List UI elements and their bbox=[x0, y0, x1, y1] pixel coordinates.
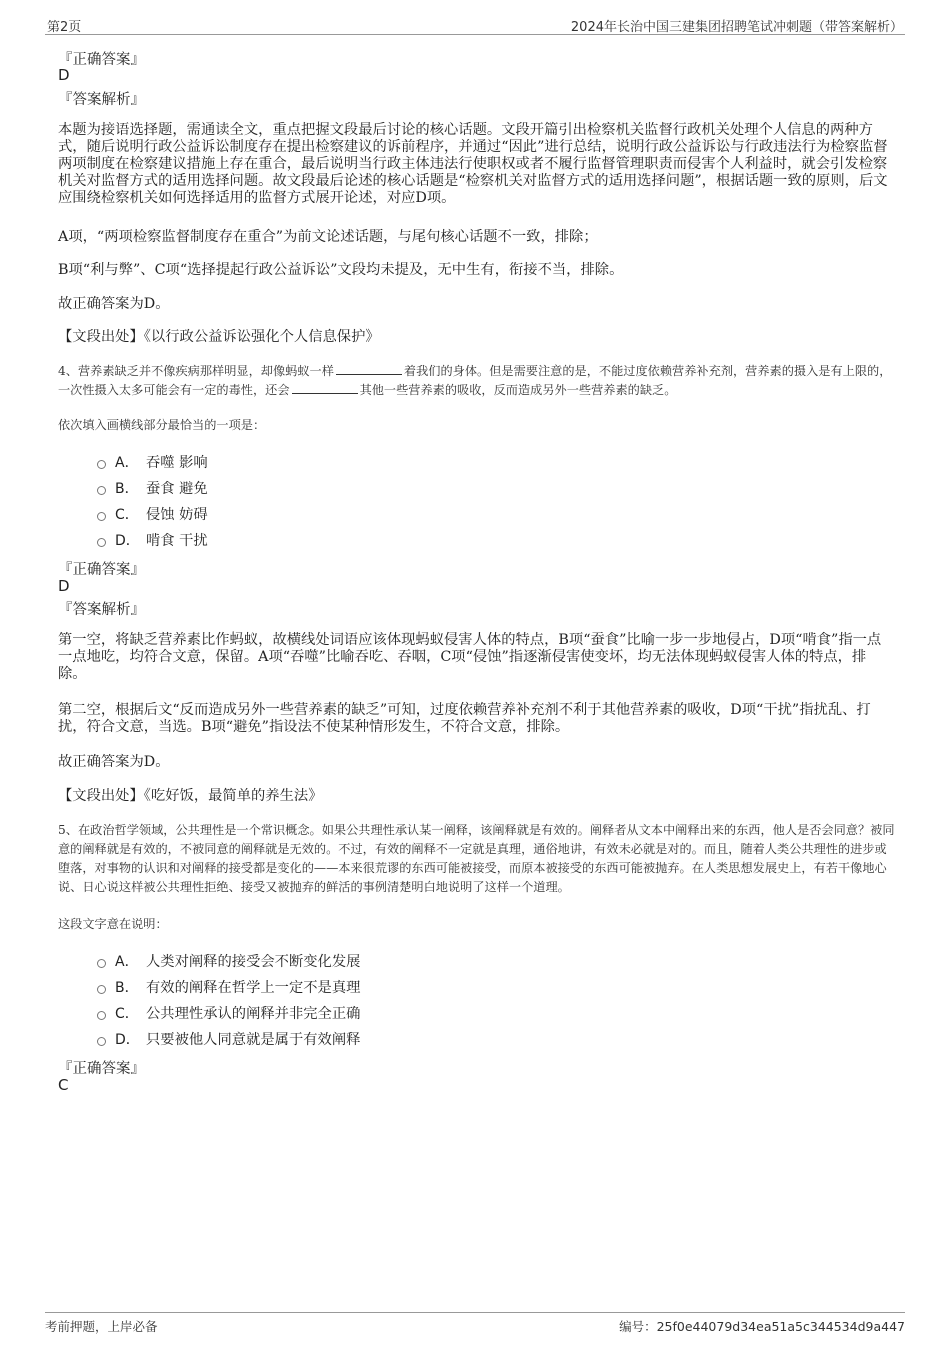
radio-icon[interactable] bbox=[97, 538, 106, 547]
document-code: 编号：25f0e44079d34ea51a5c344534d9a447 bbox=[619, 1319, 905, 1334]
analysis-paragraph: B项“利与弊”、C项“选择提起行政公益诉讼”文段均未提及，无中生有，衔接不当，排除。 bbox=[58, 262, 624, 278]
correct-answer-label: 『正确答案』 bbox=[58, 52, 145, 68]
analysis-conclusion: 故正确答案为D。 bbox=[58, 296, 170, 312]
option-a[interactable]: A． 人类对阐释的接受会不断变化发展 bbox=[97, 951, 360, 971]
option-b[interactable]: B． 蚕食 避免 bbox=[97, 478, 208, 498]
question-prompt: 依次填入画横线部分最恰当的一项是： bbox=[58, 418, 266, 432]
analysis-paragraph: A项，“两项检察监督制度存在重合”为前文论述话题，与尾句核心话题不一致，排除； bbox=[58, 229, 598, 245]
source-citation: 【文段出处】《以行政公益诉讼强化个人信息保护》 bbox=[58, 329, 380, 345]
radio-icon[interactable] bbox=[97, 1037, 106, 1046]
analysis-conclusion: 故正确答案为D。 bbox=[58, 754, 170, 770]
radio-icon[interactable] bbox=[97, 985, 106, 994]
correct-answer: C bbox=[58, 1076, 69, 1094]
correct-answer: D bbox=[58, 577, 70, 595]
correct-answer: D bbox=[58, 66, 70, 84]
footer-slogan: 考前押题，上岸必备 bbox=[45, 1319, 158, 1334]
option-a[interactable]: A． 吞噬 影响 bbox=[97, 452, 208, 472]
page-header bbox=[45, 14, 905, 35]
page-number: 第2页 bbox=[47, 20, 82, 35]
correct-answer-label: 『正确答案』 bbox=[58, 1061, 145, 1077]
radio-icon[interactable] bbox=[97, 1011, 106, 1020]
radio-icon[interactable] bbox=[97, 460, 106, 469]
fill-blank bbox=[336, 362, 402, 375]
correct-answer-label: 『正确答案』 bbox=[58, 562, 145, 578]
source-citation: 【文段出处】《吃好饭，最简单的养生法》 bbox=[58, 788, 323, 804]
analysis-paragraph: 本题为接语选择题，需通读全文，重点把握文段最后讨论的核心话题。文段开篇引出检察机关监督行政机关处理个人信息的两种方式，随后说明行政公益诉讼制度存在提出检察建议的诉前程序，并通过“因此”进行总结，说明行政公益诉讼与行政违法行为检察监督两项制度在检察建议措施上存在重合，最后说明当行政主体违法行使职权或者不履行监督管理职责而侵害个人利益时，就会引发检察机关对监督方式的适用选择问题。故文段最后论述的核心话题是“检察机关对监督方式的适用选择问题”，根据话题一致的原则，后文应围绕检察机关如何选择适用的监督方式展开论述，对应D项。 bbox=[58, 122, 888, 206]
analysis-paragraph: 第二空，根据后文“反而造成另外一些营养素的缺乏”可知，过度依赖营养补充剂不利于其他营养素的吸收，D项“干扰”指扰乱、打扰，符合文意，当选。B项“避免”指设法不使某种情形发生，不符合文意，排除。 bbox=[58, 702, 871, 735]
fill-blank bbox=[292, 381, 358, 394]
analysis-paragraph: 第一空，将缺乏营养素比作蚂蚁，故横线处词语应该体现蚂蚁侵害人体的特点，B项“蚕食”比喻一步一步地侵占，D项“啃食”指一点一点地吃，均符合文意，保留。A项“吞噬”比喻吞吃、吞咽，C项“侵蚀”指逐渐侵害使变坏，均无法体现蚂蚁侵害人体的特点，排除。 bbox=[58, 632, 882, 682]
question-prompt: 这段文字意在说明： bbox=[58, 917, 168, 931]
analysis-label: 『答案解析』 bbox=[58, 92, 145, 108]
radio-icon[interactable] bbox=[97, 512, 106, 521]
option-d[interactable]: D． 只要被他人同意就是属于有效阐释 bbox=[97, 1029, 360, 1049]
option-c[interactable]: C． 公共理性承认的阐释并非完全正确 bbox=[97, 1003, 360, 1023]
radio-icon[interactable] bbox=[97, 959, 106, 968]
analysis-label: 『答案解析』 bbox=[58, 602, 145, 618]
option-c[interactable]: C． 侵蚀 妨碍 bbox=[97, 504, 208, 524]
question-stem: 5、在政治哲学领域，公共理性是一个常识概念。如果公共理性承认某一阐释，该阐释就是有效的。阐释者从文本中阐释出来的东西，他人是否会同意？被同意的阐释就是有效的，不被同意的阐释就是无效的。不过，有效的阐释不一定就是真理，通俗地讲，有效未必就是对的。而且，随着人类公共理性的进步或堕落，对事物的认识和对阐释的接受都是变化的——本来很荒谬的东西可能被接受，而原本被接受的东西可能被抛弃。在人类思想发展史上，有若干像地心说、日心说这样被公共理性拒绝、接受又被抛弃的鲜活的事例清楚明白地说明了这样一个道理。 bbox=[58, 823, 895, 894]
page-footer bbox=[45, 1312, 905, 1337]
option-b[interactable]: B． 有效的阐释在哲学上一定不是真理 bbox=[97, 977, 360, 997]
radio-icon[interactable] bbox=[97, 486, 106, 495]
document-title: 2024年长治中国三建集团招聘笔试冲刺题（带答案解析） bbox=[570, 20, 903, 35]
option-d[interactable]: D． 啃食 干扰 bbox=[97, 530, 208, 550]
question-stem: 4、营养素缺乏并不像疾病那样明显，却像蚂蚁一样 着我们的身体。但是需要注意的是，不能过度依赖营养补充剂，营养素的摄入是有上限的，一次性摄入太多可能会有一定的毒性，还会 其他一些营养素的吸收，反而造成另外一些营养素的缺乏。 bbox=[58, 364, 892, 397]
